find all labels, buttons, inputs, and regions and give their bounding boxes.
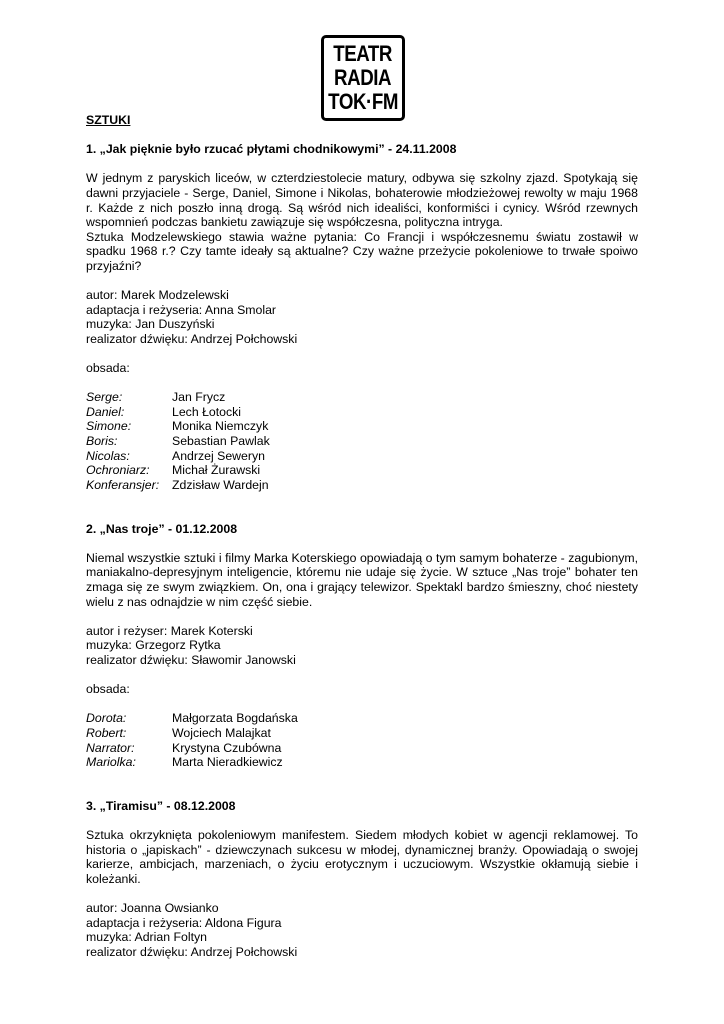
cast-label: obsada: [86,682,130,697]
play-heading: 2. „Nas troje” - 01.12.2008 [86,521,238,536]
play-description: Sztuka Modzelewskiego stawia ważne pytania: Co Francji i współczesnemu światu zostawił w spadku 1968 r.? Czy tamte ideały są aktualne? Czy ważne przeżycie pokoleniowe to trwałe spoiwo przyjaźni? [86,229,638,273]
cast-role: Narrator: [86,740,135,755]
cast-role: Dorota: [86,711,127,726]
credit-line: adaptacja i reżyseria: Aldona Figura [86,915,282,930]
cast-actor: Małgorzata Bogdańska [172,711,298,726]
cast-actor: Marta Nieradkiewicz [172,755,283,770]
cast-role: Boris: [86,434,118,449]
cast-role: Robert: [86,725,127,740]
cast-actor: Krystyna Czubówna [172,740,282,755]
logo-line-1: TEATR [333,41,393,66]
credit-line: realizator dźwięku: Sławomir Janowski [86,652,296,667]
cast-role: Ochroniarz: [86,463,150,478]
logo-line-3: TOK·FM [328,89,398,114]
play-heading: 3. „Tiramisu” - 08.12.2008 [86,798,236,813]
credit-line: realizator dźwięku: Andrzej Połchowski [86,331,298,346]
play-2 [86,522,638,770]
play-description: Niemal wszystkie sztuki i filmy Marka Koterskiego opowiadają o tym samym bohaterze - zagubionym, maniakalno-depresyjnym inteligencie, któremu nie udaje się życie. W sztuce „Nas troje” bohater ten zmaga się ze swym związkiem. On, ona i grający telewizor. Spektakl bardzo śmieszny, choć niestety wielu z nas odnajdzie w nim część siebie. [86,550,638,609]
page-title: SZTUKI [86,113,131,127]
cast-actor: Andrzej Seweryn [172,448,265,463]
teatr-radia-tokfm-logo [321,35,405,121]
credit-line: muzyka: Grzegorz Rytka [86,638,221,653]
credit-line: autor i reżyser: Marek Koterski [86,623,253,638]
cast-role: Daniel: [86,404,125,419]
credit-line: adaptacja i reżyseria: Anna Smolar [86,302,277,317]
play-heading: 1. „Jak pięknie było rzucać płytami chodnikowymi” - 24.11.2008 [86,142,457,157]
cast-role: Mariolka: [86,755,136,770]
cast-actor: Wojciech Malajkat [172,725,271,740]
play-3 [86,799,638,960]
cast-actor: Zdzisław Wardejn [172,477,269,492]
play-1 [86,142,638,492]
cast-actor: Sebastian Pawlak [172,434,270,449]
cast-list [86,390,638,492]
credit-line: realizator dźwięku: Andrzej Połchowski [86,944,298,959]
play-description: W jednym z paryskich liceów, w czterdziestolecie matury, odbywa się szkolny zjazd. Spotykają się dawni przyjaciele - Serge, Daniel, Simone i Nikolas, bohaterowie młodzieżowej rewolty w maju 1968 r. Każde z nich poszło inną drogą. Są wśród nich idealiści, konformiści i cynicy. Wśród rzewnych wspomnień podczas bankietu zawiązuje się współczesna, polityczna intryga. [86,171,638,230]
cast-role: Nicolas: [86,448,130,463]
cast-actor: Lech Łotocki [172,404,242,419]
cast-actor: Jan Frycz [172,390,226,405]
credit-line: autor: Marek Modzelewski [86,288,229,303]
play-description: Sztuka okrzyknięta pokoleniowym manifestem. Siedem młodych kobiet w agencji reklamowej. To historia o „japiskach” - dziewczynach sukcesu w młodej, dynamicznej branży. Opowiadają o swojej karierze, ambicjach, marzeniach, o życiu erotycznym i uczuciowym. Wszystkie okłamują siebie i koleżanki. [86,828,638,886]
cast-role: Serge: [86,390,123,405]
document-body [86,113,638,959]
credit-line: muzyka: Adrian Foltyn [86,930,207,945]
cast-role: Simone: [86,419,132,434]
cast-role: Konferansjer: [86,477,160,492]
credit-line: muzyka: Jan Duszyński [86,317,215,332]
logo-line-2: RADIA [334,65,392,90]
cast-actor: Monika Niemczyk [172,419,269,434]
credit-line: autor: Joanna Owsianko [86,901,219,916]
cast-actor: Michał Żurawski [172,463,261,478]
cast-list [86,711,638,769]
cast-label: obsada: [86,361,130,376]
